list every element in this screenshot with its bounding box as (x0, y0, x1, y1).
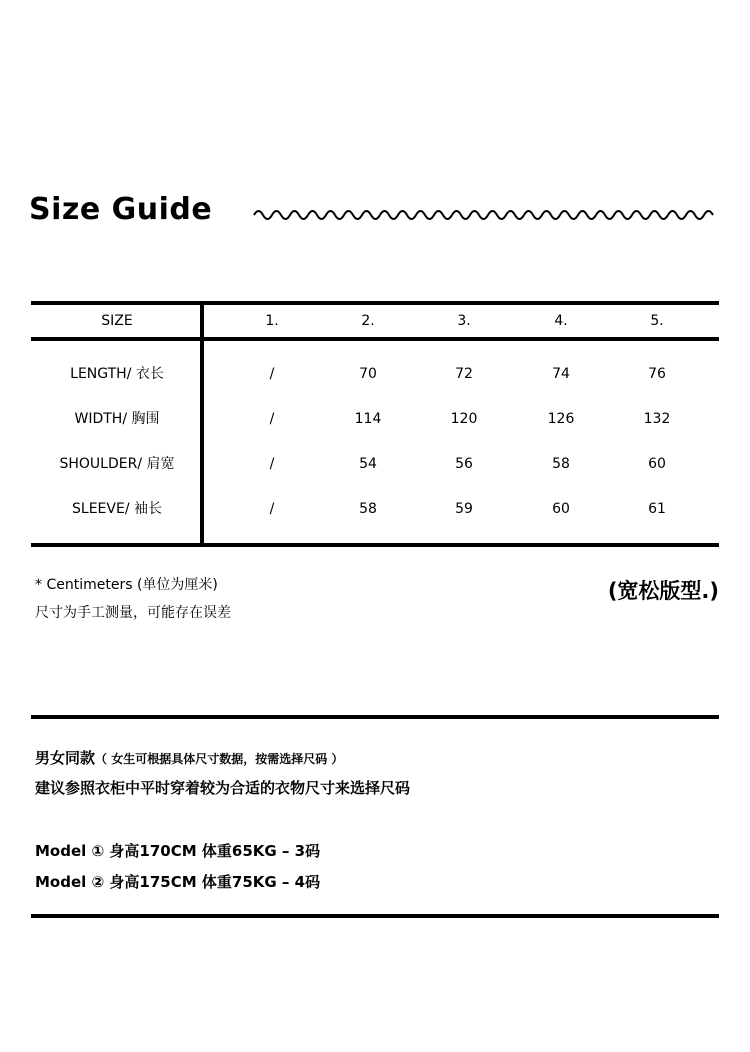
table-cell: 60 (552, 501, 570, 517)
row-label-width: WIDTH/ 胸围 (74, 411, 160, 427)
header-size-3: 3. (457, 313, 471, 329)
row-label-length: LENGTH/ 衣长 (70, 366, 164, 382)
model-1-info: Model ① 身高170CM 体重65KG – 3码 (35, 842, 321, 860)
table-top-rule (31, 301, 719, 305)
header-size-4: 4. (554, 313, 568, 329)
table-cell: 58 (552, 456, 570, 472)
table-cell: 70 (359, 366, 377, 382)
table-cell: / (269, 456, 275, 472)
row-label-sleeve: SLEEVE/ 袖长 (72, 501, 162, 517)
table-cell: 58 (359, 501, 377, 517)
table-cell: 74 (552, 366, 570, 382)
header-size: SIZE (101, 313, 133, 329)
table-column-divider (200, 301, 204, 547)
table-cell: 54 (359, 456, 377, 472)
wave-decoration (252, 205, 720, 225)
table-cell: 72 (455, 366, 473, 382)
size-advice: 建议参照衣柜中平时穿着较为合适的衣物尺寸来选择尺码 (35, 779, 411, 797)
model-2-info: Model ② 身高175CM 体重75KG – 4码 (35, 873, 321, 891)
table-cell: / (269, 501, 275, 517)
unisex-line (35, 747, 343, 768)
row-label-shoulder: SHOULDER/ 肩宽 (59, 456, 175, 472)
header-size-5: 5. (650, 313, 664, 329)
header-size-2: 2. (361, 313, 375, 329)
table-cell: 61 (648, 501, 666, 517)
table-cell: 126 (547, 411, 575, 427)
table-cell: 56 (455, 456, 473, 472)
unisex-label: 男女同款 (35, 749, 96, 767)
table-cell: 59 (455, 501, 473, 517)
table-cell: 132 (643, 411, 671, 427)
table-header-rule (31, 337, 719, 341)
header-size-1: 1. (265, 313, 279, 329)
page-title: Size Guide (29, 192, 213, 227)
fit-note: (宽松版型.) (607, 579, 719, 603)
table-cell: / (269, 411, 275, 427)
measure-note: 尺寸为手工测量，可能存在误差 (35, 605, 231, 621)
table-cell: / (269, 366, 275, 382)
table-cell: 76 (648, 366, 666, 382)
table-cell: 60 (648, 456, 666, 472)
unit-note: * Centimeters (单位为厘米) (35, 577, 218, 593)
unisex-note: （ 女生可根据具体尺寸数据，按需选择尺码 ） (95, 752, 344, 766)
table-cell: 120 (450, 411, 478, 427)
section-top-rule (31, 715, 719, 719)
table-bottom-rule (31, 543, 719, 547)
table-cell: 114 (354, 411, 382, 427)
section-bottom-rule (31, 914, 719, 918)
